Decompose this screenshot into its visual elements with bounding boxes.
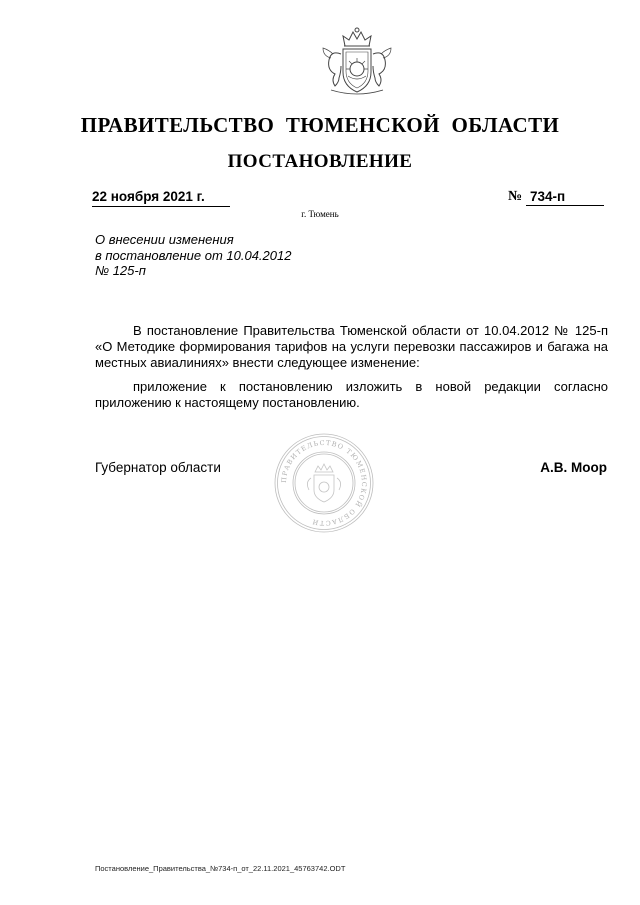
subject-line: в постановление от 10.04.2012 (95, 247, 292, 263)
body-paragraph-2: приложение к постановлению изложить в новой редакции согласно приложению к настоящему постановлению. (95, 379, 608, 410)
document-date: 22 ноября 2021 г. (92, 188, 230, 207)
document-subject (95, 232, 291, 279)
signer-title: Губернатор области (95, 460, 221, 475)
document-number-label: № (508, 189, 523, 204)
government-title: ПРАВИТЕЛЬСТВО ТЮМЕНСКОЙ ОБЛАСТИ (80, 113, 560, 137)
body-paragraph-1: В постановление Правительства Тюменской области от 10.04.2012 № 125-п «О Методике формирования тарифов на услуги перевозки пассажиров и багажа на местных авиалиниях» внести следующее изменение: (95, 323, 608, 370)
subject-line: № 125-п (95, 263, 146, 278)
seal-text: ПРАВИТЕЛЬСТВО ТЮМЕНСКОЙ ОБЛАСТИ (279, 438, 369, 528)
signer-name: А.В. Моор (540, 460, 607, 475)
document-city: г. Тюмень (301, 209, 339, 219)
subject-line: О внесении изменения (95, 232, 234, 247)
document-number: 734-п (526, 188, 604, 206)
footer-filename: Постановление_Правительства_№734-п_от_22.11.2021_45763742.ODT (95, 864, 346, 873)
document-type: ПОСТАНОВЛЕНИЕ (227, 151, 413, 172)
official-seal-icon (273, 432, 375, 534)
coat-of-arms-icon (313, 24, 401, 98)
